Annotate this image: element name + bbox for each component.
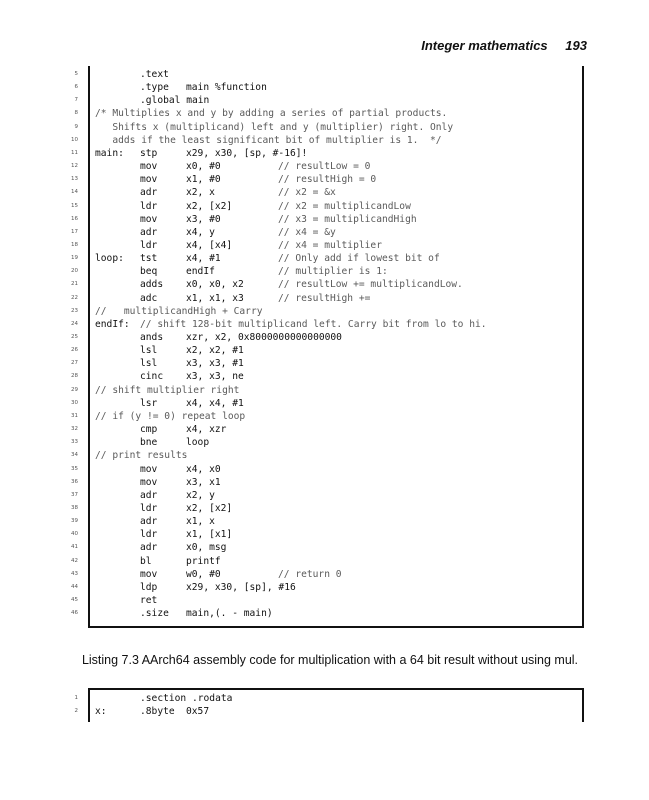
line-number: 45 [71, 597, 78, 603]
next-code-listing-box [74, 688, 584, 722]
line-number: 36 [71, 478, 78, 485]
line-number: 8 [74, 110, 78, 117]
code-comment: // x2 = &x [278, 187, 336, 199]
code-comment: /* Multiplies x and y by adding a series of partial products. [95, 108, 448, 120]
code-op: mov [140, 463, 158, 475]
code-args: x0, x0, x2 [186, 279, 244, 291]
code-args: x1, #0 [186, 174, 221, 186]
code-args: endIf [186, 266, 215, 278]
code-op: adr [140, 542, 158, 554]
code-op: adr [140, 489, 158, 501]
line-number: 13 [71, 176, 78, 183]
code-op: adr [140, 516, 158, 528]
line-number: 1 [74, 695, 78, 701]
line-number: 29 [71, 386, 78, 393]
code-args: x4, #1 [186, 253, 221, 265]
line-number: 41 [71, 544, 78, 551]
code-args: x0, #0 [186, 161, 221, 173]
line-number: 20 [71, 268, 78, 275]
code-args: x3, #0 [186, 213, 221, 225]
line-number: 31 [71, 412, 78, 419]
line-number: 6 [74, 84, 78, 91]
code-op: bl [140, 555, 152, 567]
code-args: x0, msg [186, 542, 227, 554]
line-number: 27 [71, 360, 78, 367]
line-number: 37 [71, 491, 78, 498]
line-number: 38 [71, 504, 78, 511]
code-op: adr [140, 226, 158, 238]
code-args: xzr, x2, 0x8000000000000000 [186, 332, 342, 343]
line-number: 17 [71, 228, 78, 235]
line-number: 7 [74, 97, 78, 104]
line-number: 44 [71, 583, 78, 590]
line-number: 25 [71, 334, 78, 340]
code-op: adr [140, 187, 158, 199]
code-args: x3, x1 [186, 476, 221, 488]
line-number: 34 [71, 452, 78, 459]
line-number: 2 [74, 708, 78, 715]
code-op: lsl [140, 345, 158, 357]
code-op: lsr [140, 397, 158, 409]
line-number: 14 [71, 189, 78, 196]
code-op: adds [140, 279, 164, 291]
code-op: ldr [140, 239, 158, 251]
code-args: x2, x2, #1 [186, 345, 244, 357]
line-number: 24 [71, 320, 78, 327]
listing-caption: Listing 7.3 AArch64 assembly code for multiplication with a 64 bit result without using mul. [81, 653, 579, 667]
code-op: mov [140, 213, 158, 225]
code-args: x2, x [186, 187, 215, 199]
code-comment: // print results [95, 450, 188, 462]
line-number: 10 [71, 136, 78, 143]
code-op: beq [140, 266, 158, 278]
page-number: 193 [565, 38, 587, 53]
code-comment: // shift multiplier right [95, 384, 240, 396]
code-comment: // x4 = multiplier [278, 239, 382, 251]
code-args: x1, [x1] [186, 529, 233, 541]
code-op: mov [140, 174, 158, 186]
code-args: main,(. - main) [186, 608, 273, 620]
line-number: 18 [71, 241, 78, 248]
code-op: ldr [140, 529, 158, 541]
code-comment: // x3 = multiplicandHigh [278, 213, 417, 225]
code-args: w0, #0 [186, 568, 221, 580]
code-args: x4, x4, #1 [186, 397, 244, 409]
code-op: lsl [140, 358, 158, 370]
code-args: main %function [186, 82, 267, 94]
code-comment: // x4 = &y [278, 226, 336, 238]
code-args: x29, x30, [sp, #-16]! [186, 147, 308, 159]
code-op: ldr [140, 502, 158, 514]
code-comment: // resultHigh += [278, 292, 371, 304]
code-args: x2, y [186, 489, 215, 501]
code-args: x4, [x4] [186, 239, 233, 251]
code-op: .type [140, 82, 169, 94]
line-number: 23 [71, 307, 78, 314]
code-op: mov [140, 476, 158, 488]
code-label: main: [95, 147, 124, 159]
code-comment: // return 0 [278, 568, 342, 580]
line-number: 42 [71, 557, 78, 564]
code-op: mov [140, 161, 158, 173]
code-op: bne [140, 437, 158, 449]
line-number: 19 [71, 255, 78, 262]
code-comment: // resultHigh = 0 [278, 174, 377, 186]
code-op: cmp [140, 424, 158, 436]
code-args: x4, y [186, 226, 215, 238]
code-op: ands [140, 332, 164, 343]
code-args: x1, x1, x3 [186, 292, 244, 304]
code-comment: // multiplicandHigh + Carry [95, 305, 263, 317]
code-comment: Shifts x (multiplicand) left and y (multiplier) right. Only [95, 121, 454, 133]
line-number: 30 [71, 399, 78, 406]
code-listing-box [71, 66, 584, 628]
line-number: 28 [71, 373, 78, 380]
code-args: printf [186, 555, 221, 567]
code-args: loop [186, 437, 210, 449]
code-op: adc [140, 292, 158, 304]
code-op: mov [140, 568, 158, 580]
line-number: 26 [71, 347, 78, 354]
code-args: x29, x30, [sp], #16 [186, 581, 296, 593]
line-number: 43 [71, 570, 78, 577]
code-args: x1, x [186, 516, 215, 528]
line-number: 5 [74, 71, 78, 77]
code-comment: // if (y != 0) repeat loop [95, 410, 246, 422]
line-number: 11 [71, 149, 78, 156]
code-comment: // Only add if lowest bit of [278, 253, 440, 265]
line-number: 12 [71, 163, 78, 170]
line-number: 16 [71, 215, 78, 222]
code-op: .size [140, 608, 169, 620]
code-label: loop: [95, 253, 124, 265]
code-op: .text [140, 69, 169, 80]
line-number: 46 [71, 610, 78, 617]
line-number: 32 [71, 426, 78, 433]
code-op: .global main [140, 95, 210, 107]
line-number: 21 [71, 281, 78, 288]
code-op: ret [140, 595, 158, 606]
code-comment: // multiplier is 1: [278, 266, 388, 278]
header-title: Integer mathematics [421, 38, 548, 53]
code-args: x4, x0 [186, 463, 221, 475]
line-number: 15 [71, 202, 78, 209]
code-comment: // x2 = multiplicandLow [278, 200, 411, 212]
line-number: 35 [71, 465, 78, 472]
code-label: x: [95, 706, 107, 718]
code-op: stp [140, 147, 158, 159]
code-op: cinc [140, 371, 164, 383]
code-op: ldp [140, 581, 158, 593]
line-number: 9 [74, 123, 78, 130]
line-number: 39 [71, 518, 78, 525]
code-args: x3, x3, ne [186, 371, 244, 383]
line-number: 33 [71, 439, 78, 446]
code-args: x3, x3, #1 [186, 358, 244, 370]
code-op: tst [140, 253, 158, 265]
code-args: x4, xzr [186, 424, 227, 436]
line-number: 40 [71, 531, 78, 538]
code-args: x2, [x2] [186, 502, 233, 514]
line-number: 22 [71, 294, 78, 301]
code-comment: // resultLow = 0 [278, 161, 371, 173]
code-op: ldr [140, 200, 158, 212]
code-label: endIf: [95, 318, 130, 330]
code-op: .section .rodata [140, 693, 233, 704]
code-args: x2, [x2] [186, 200, 233, 212]
running-header [421, 38, 587, 53]
code-comment: // shift 128-bit multiplicand left. Carry bit from lo to hi. [140, 318, 487, 330]
code-op: .8byte [140, 706, 175, 718]
code-args: 0x57 [186, 706, 210, 718]
code-comment: // resultLow += multiplicandLow. [278, 279, 463, 291]
code-comment: adds if the least significant bit of multiplier is 1. */ [95, 134, 442, 146]
